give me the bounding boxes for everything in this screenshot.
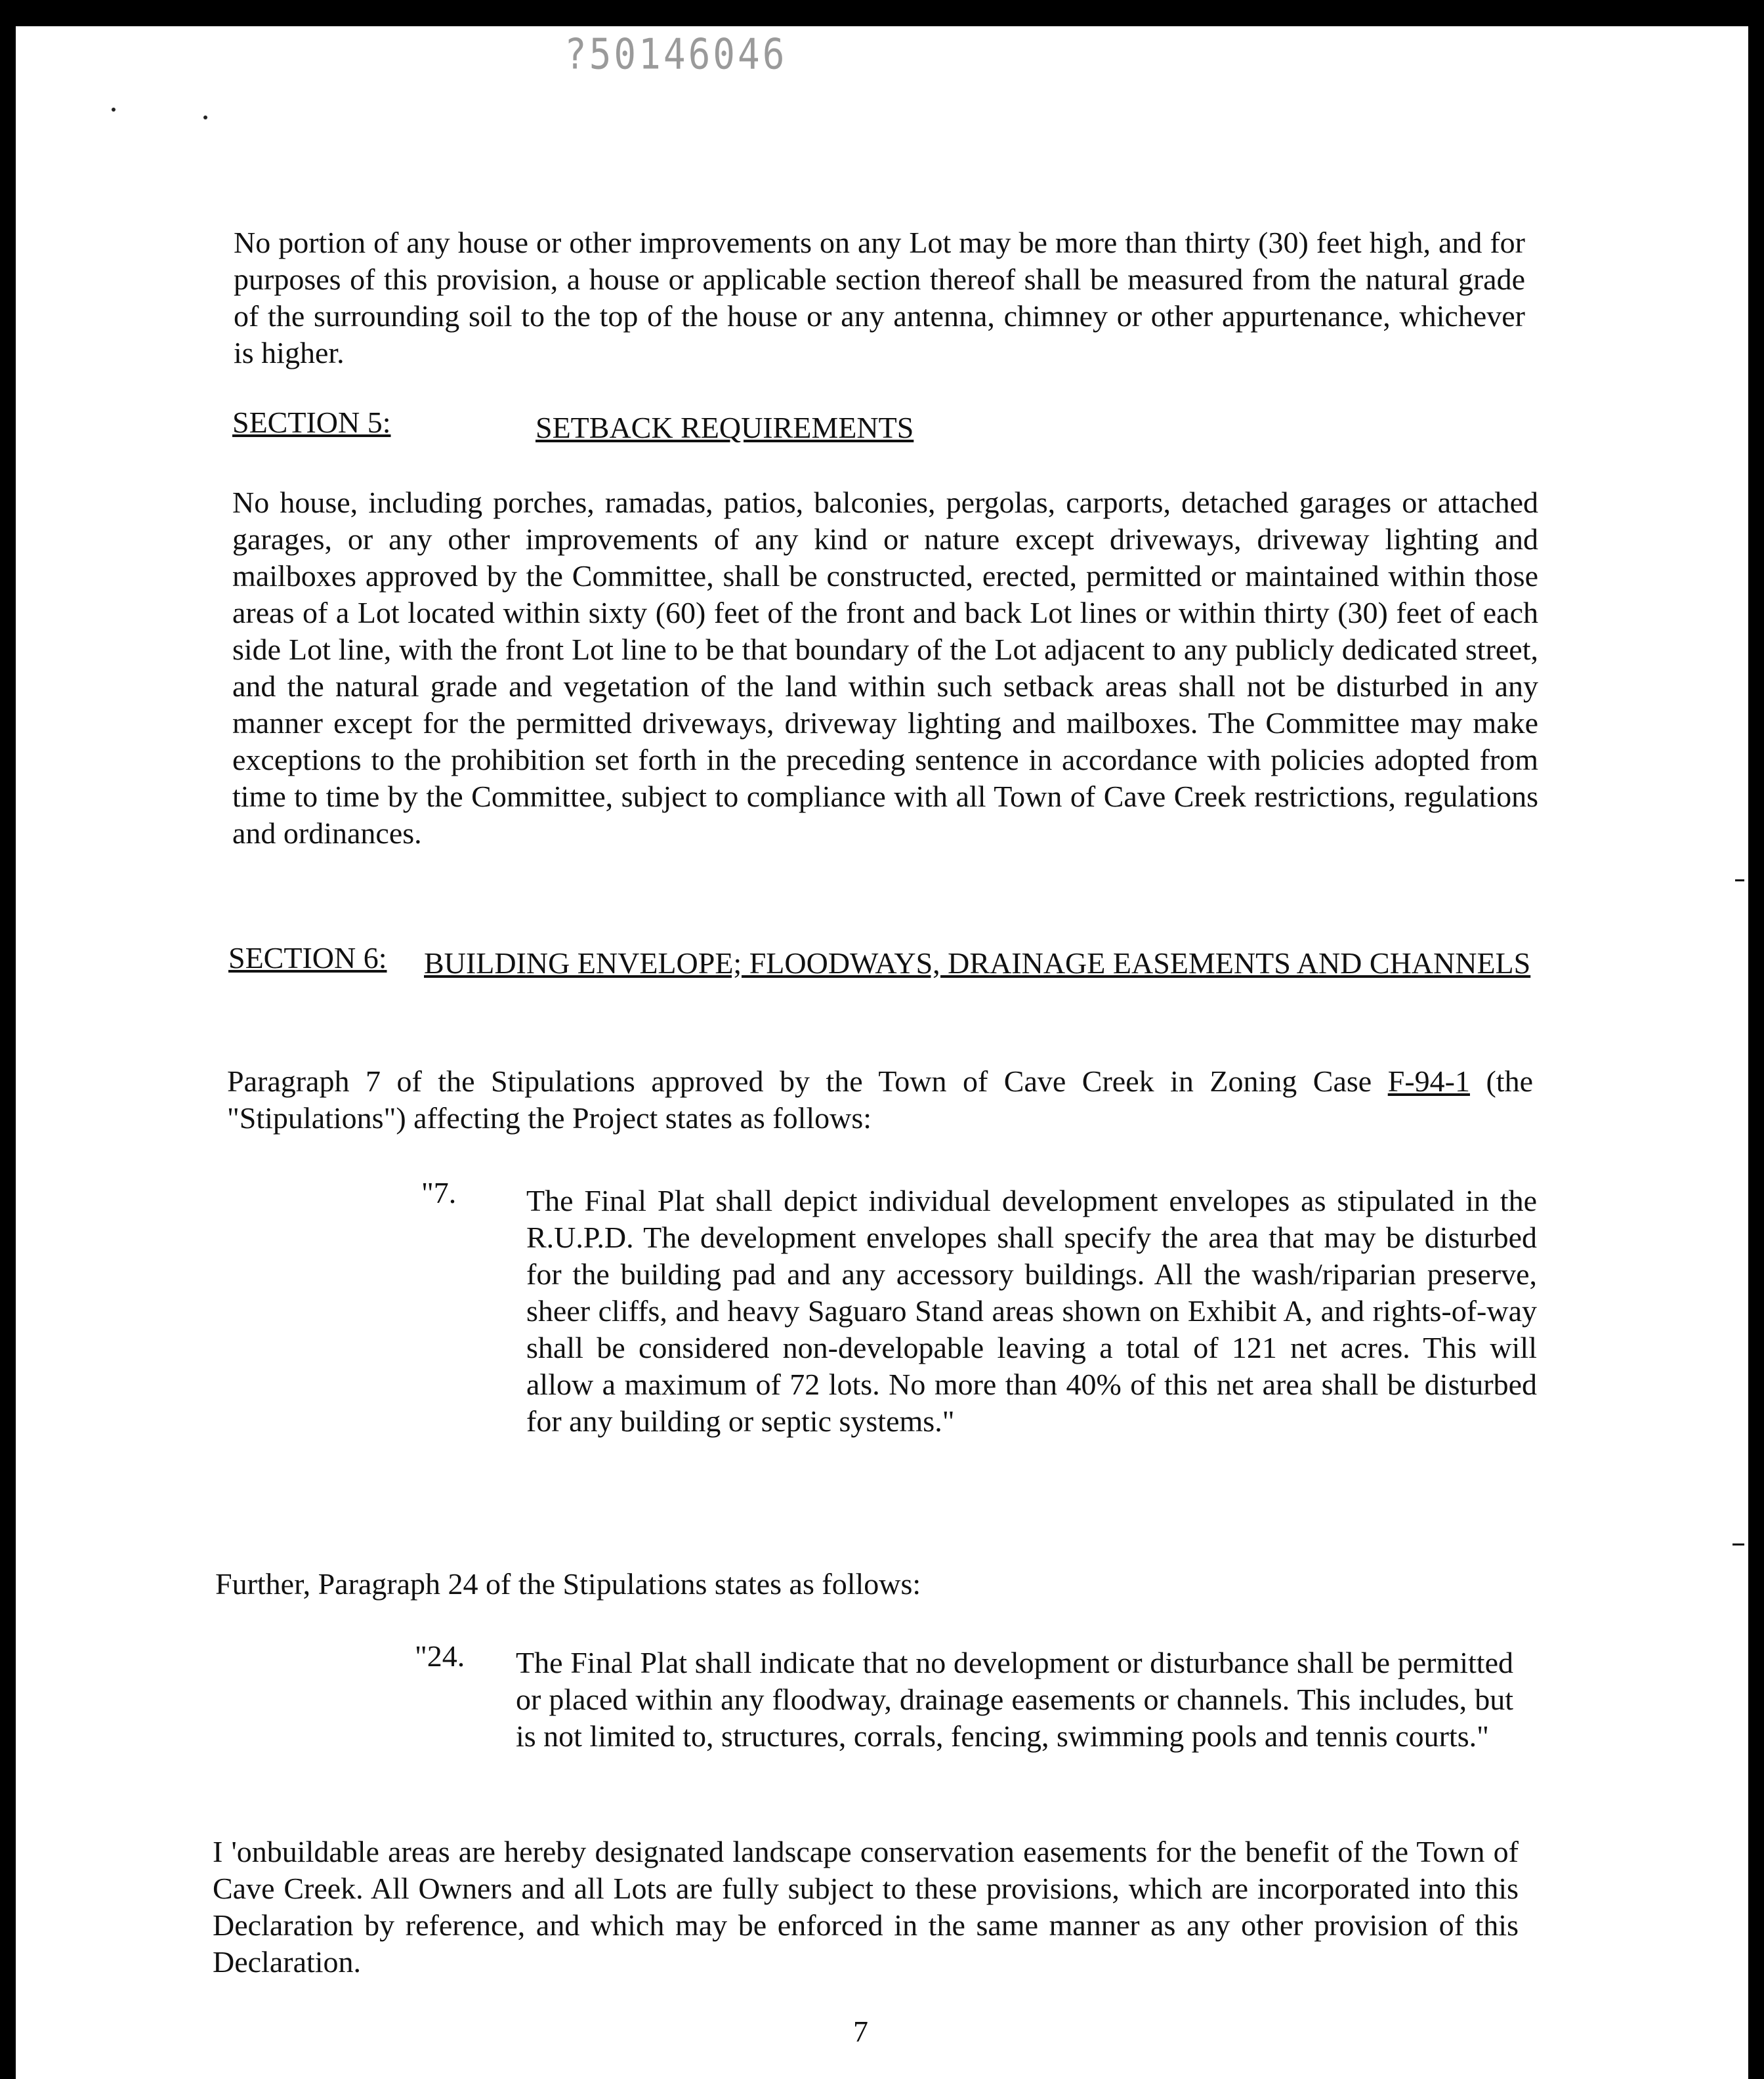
page-number: 7 (853, 2015, 868, 2048)
section-6-number: SECTION 6: (228, 941, 387, 975)
scan-speck (203, 116, 207, 119)
scan-mark (1735, 879, 1744, 881)
quote-1-number: "7. (421, 1176, 457, 1209)
scan-mark (1732, 1544, 1744, 1545)
quote-1-text: The Final Plat shall depict individual development envelopes as stipulated in the R.U.P.D. The development envelopes shall specify the area that may be disturbed for the building pad and any accessory buildings. All the wash/riparian preserve, sheer cliffs, and heavy Saguaro Stand areas shown on Exhibit A, and rights-of-way shall be considered non-developable leaving a total of 121 net acres. This will allow a maximum of 72 lots. No more than 40% of this net area shall be disturbed for any building or septic systems." (526, 1184, 1537, 1438)
section-6-intro-after: (the "Stipulations") affecting the Project states as follows: (227, 1064, 1533, 1135)
section-6-intro (227, 1063, 1533, 1137)
quote-2-text: The Final Plat shall indicate that no development or disturbance shall be permitted or placed within any floodway, drainage easements or channels. This includes, but is not limited to, structures, corrals, fencing, swimming pools and tennis courts." (516, 1646, 1513, 1753)
scan-speck (112, 108, 116, 112)
document-stamp: ?50146046 (564, 30, 788, 79)
section-5-title: SETBACK REQUIREMENTS (536, 411, 914, 444)
section-5-body: No house, including porches, ramadas, patios, balconies, pergolas, carports, detached garages or attached garages, or any other improvements of any kind or nature except driveways, driveway lighting and mailboxes approved by the Committee, shall be constructed, erected, permitted or maintained within those areas of a Lot located within sixty (60) feet of the front and back Lot lines or within thirty (30) feet of each side Lot line, with the front Lot line to be that boundary of the Lot adjacent to any publicly dedicated street, and the natural grade and vegetation of the land within such setback areas shall not be disturbed in any manner except for the permitted driveways, driveway lighting and mailboxes. The Committee may make exceptions to the prohibition set forth in the preceding sentence in accordance with policies adopted from time to time by the Committee, subject to compliance with all Town of Cave Creek restrictions, regulations and ordinances. (232, 486, 1538, 850)
document-page (16, 26, 1748, 2079)
intro-paragraph: No portion of any house or other improvements on any Lot may be more than thirty (30) feet high, and for purposes of this provision, a house or applicable section thereof shall be measured from the natural grade of the surrounding soil to the top of the house or any antenna, chimney or other appurtenance, whichever is higher. (234, 226, 1525, 369)
closing-paragraph-block (213, 1834, 1519, 1981)
further-paragraph: Further, Paragraph 24 of the Stipulations states as follows: (215, 1567, 921, 1601)
section-6-title: BUILDING ENVELOPE; FLOODWAYS, DRAINAGE EASEMENTS AND CHANNELS (424, 946, 1531, 980)
zoning-case-number: F-94-1 (1387, 1064, 1470, 1098)
closing-paragraph: I 'onbuildable areas are hereby designated landscape conservation easements for the benefit of the Town of Cave Creek. All Owners and all Lots are fully subject to these provisions, which are incorporated into this Declaration by reference, and which may be enforced in the same manner as any other provision of this Declaration. (213, 1835, 1519, 1979)
intro-paragraph-block (234, 224, 1525, 371)
quote-2-number: "24. (415, 1639, 465, 1673)
section-6-heading (228, 940, 1541, 1018)
section-5-body-block (232, 484, 1538, 852)
section-6-intro-before: Paragraph 7 of the Stipulations approved by the Town of Cave Creek in Zoning Case (227, 1064, 1388, 1098)
section-6-intro-block (227, 1063, 1533, 1137)
section-5-heading (232, 404, 1545, 444)
further-paragraph-block (215, 1566, 1528, 1603)
section-5-number: SECTION 5: (232, 406, 391, 439)
